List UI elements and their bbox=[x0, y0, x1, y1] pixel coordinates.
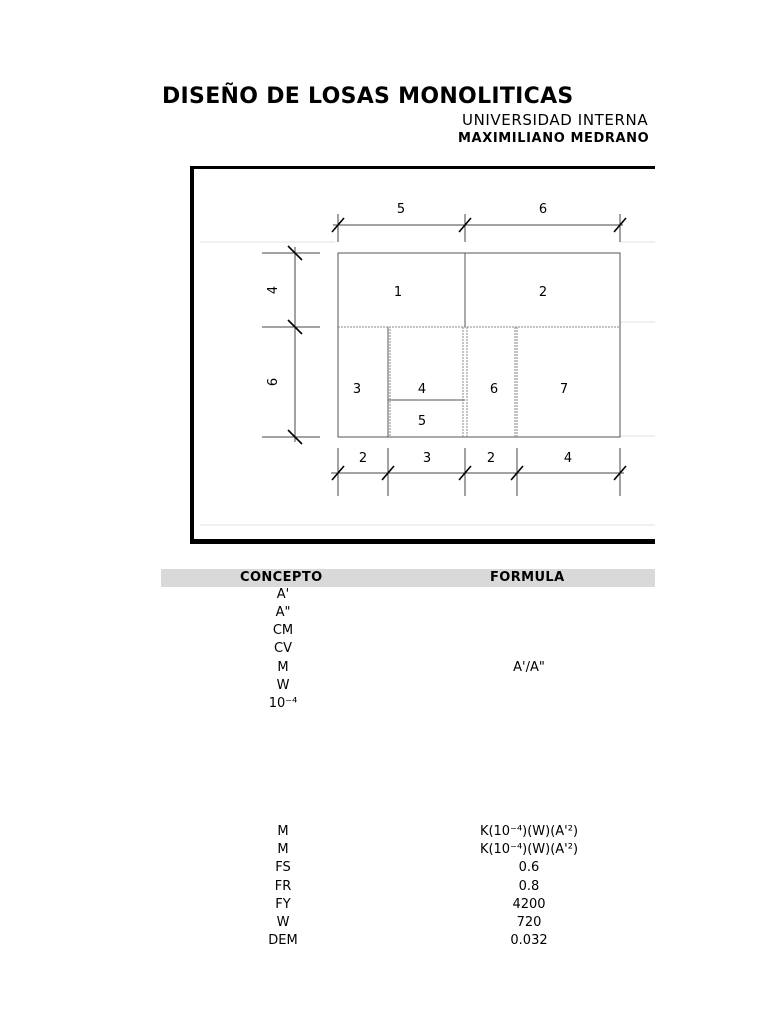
top-dim-label: 5 bbox=[396, 202, 406, 217]
page-title: DISEÑO DE LOSAS MONOLITICAS bbox=[162, 84, 574, 109]
table-row bbox=[161, 842, 655, 860]
formula-cell: 720 bbox=[516, 915, 542, 930]
concepto-cell: 10⁻⁴ bbox=[268, 696, 298, 711]
bottom-dim-label: 2 bbox=[486, 451, 496, 466]
concepto-cell: DEM bbox=[268, 933, 298, 948]
table-row bbox=[161, 587, 655, 605]
concepto-cell: M bbox=[277, 842, 289, 857]
concepto-cell: M bbox=[277, 824, 289, 839]
table-row bbox=[161, 897, 655, 915]
concepto-cell: A' bbox=[276, 587, 290, 602]
table-row bbox=[161, 915, 655, 933]
formula-cell: A'/A" bbox=[513, 660, 545, 675]
table-header bbox=[161, 569, 655, 587]
bottom-dim-label: 3 bbox=[422, 451, 432, 466]
panel-number: 1 bbox=[393, 285, 403, 300]
concepto-cell: W bbox=[276, 915, 290, 930]
formula-cell: K(10⁻⁴)(W)(A'²) bbox=[479, 824, 579, 839]
panel-number: 2 bbox=[538, 285, 548, 300]
table-row bbox=[161, 879, 655, 897]
table-row bbox=[161, 860, 655, 878]
concepto-cell: W bbox=[276, 678, 290, 693]
panel-number: 7 bbox=[559, 382, 569, 397]
left-dim-label: 6 bbox=[266, 377, 281, 387]
formula-cell: 4200 bbox=[512, 897, 546, 912]
table-row bbox=[161, 933, 655, 951]
panel-number: 5 bbox=[417, 414, 427, 429]
institution-name: UNIVERSIDAD INTERNA bbox=[462, 111, 649, 129]
table-row bbox=[161, 696, 655, 714]
concepto-cell: FS bbox=[275, 860, 291, 875]
column-header-concepto: CONCEPTO bbox=[240, 570, 323, 585]
table-row bbox=[161, 824, 655, 842]
concepto-cell: FR bbox=[274, 879, 292, 894]
table-row bbox=[161, 660, 655, 678]
slab-plan-drawing bbox=[0, 0, 655, 560]
table-row bbox=[161, 623, 655, 641]
author-name: MAXIMILIANO MEDRANO bbox=[458, 131, 650, 146]
panel-number: 6 bbox=[489, 382, 499, 397]
concepto-cell: CV bbox=[274, 641, 292, 656]
formula-cell: 0.032 bbox=[510, 933, 548, 948]
bottom-dim-label: 4 bbox=[563, 451, 573, 466]
concepto-cell: FY bbox=[275, 897, 291, 912]
table-row bbox=[161, 678, 655, 696]
panel-number: 3 bbox=[352, 382, 362, 397]
bottom-dim-label: 2 bbox=[358, 451, 368, 466]
table-row bbox=[161, 605, 655, 623]
left-dim-label: 4 bbox=[266, 285, 281, 295]
panel-number: 4 bbox=[417, 382, 427, 397]
formula-cell: K(10⁻⁴)(W)(A'²) bbox=[479, 842, 579, 857]
table-row bbox=[161, 641, 655, 659]
formula-cell: 0.8 bbox=[518, 879, 540, 894]
top-dim-label: 6 bbox=[538, 202, 548, 217]
concepto-cell: M bbox=[277, 660, 289, 675]
concepto-cell: A" bbox=[275, 605, 291, 620]
formula-cell: 0.6 bbox=[518, 860, 540, 875]
concepto-cell: CM bbox=[272, 623, 294, 638]
column-header-formula: FORMULA bbox=[490, 570, 565, 585]
